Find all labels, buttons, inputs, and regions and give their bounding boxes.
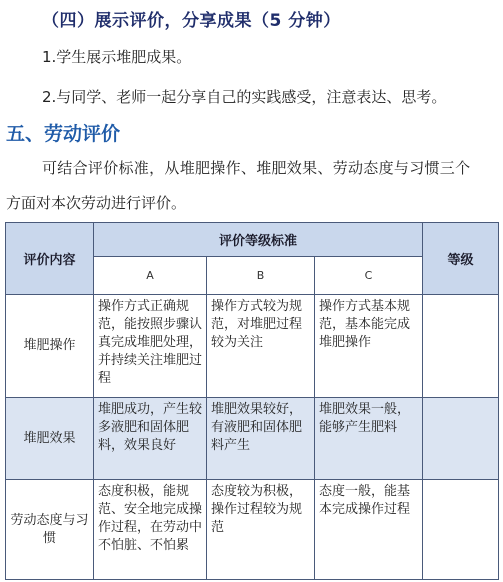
section-5-intro-line-1: 可结合评价标准，从堆肥操作、堆肥效果、劳动态度与习惯三个 <box>42 159 471 177</box>
row-grade <box>423 480 499 580</box>
row-level-c: 态度一般，能基本完成操作过程 <box>315 480 423 580</box>
row-level-c: 堆肥效果一般，能够产生肥料 <box>315 398 423 480</box>
row-level-a: 态度积极，能规范、安全地完成操作过程，在劳动中不怕脏、不怕累 <box>94 480 207 580</box>
table-row <box>6 480 499 580</box>
row-content: 劳动态度与习惯 <box>6 480 94 580</box>
table-row <box>6 295 499 398</box>
row-grade <box>423 295 499 398</box>
row-level-b: 态度较为积极，操作过程较为规范 <box>207 480 315 580</box>
section-4-line-2: 2.与同学、老师一起分享自己的实践感受，注意表达、思考。 <box>42 88 447 106</box>
header-level-b: B <box>207 257 315 295</box>
header-level-c: C <box>315 257 423 295</box>
section-4-line-1: 1.学生展示堆肥成果。 <box>42 48 192 66</box>
row-level-b: 操作方式较为规范，对堆肥过程较为关注 <box>207 295 315 398</box>
row-content: 堆肥操作 <box>6 295 94 398</box>
header-evaluation-content: 评价内容 <box>6 223 94 295</box>
section-4-heading: （四）展示评价，分享成果（5 分钟） <box>42 11 341 31</box>
row-level-c: 操作方式基本规范，基本能完成堆肥操作 <box>315 295 423 398</box>
evaluation-table <box>5 222 499 580</box>
header-grade: 等级 <box>423 223 499 295</box>
row-grade <box>423 398 499 480</box>
row-level-a: 堆肥成功，产生较多液肥和固体肥料，效果良好 <box>94 398 207 480</box>
section-5-heading: 五、劳动评价 <box>6 123 121 145</box>
header-evaluation-standard: 评价等级标准 <box>94 223 423 257</box>
row-level-a: 操作方式正确规范，能按照步骤认真完成堆肥处理，并持续关注堆肥过程 <box>94 295 207 398</box>
table-row <box>6 398 499 480</box>
section-5-intro-line-2: 方面对本次劳动进行评价。 <box>6 194 187 212</box>
row-level-b: 堆肥效果较好，有液肥和固体肥料产生 <box>207 398 315 480</box>
header-level-a: A <box>94 257 207 295</box>
row-content: 堆肥效果 <box>6 398 94 480</box>
